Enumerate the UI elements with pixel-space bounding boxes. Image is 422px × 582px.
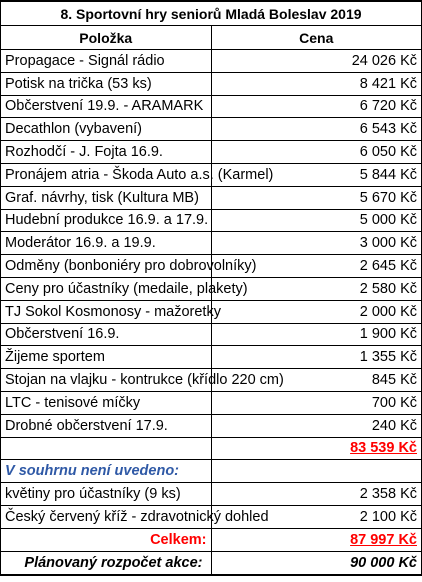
item-price: 1 355 Kč [211, 346, 422, 369]
extra-item-price: 2 358 Kč [211, 483, 422, 506]
item-price: 6 543 Kč [211, 118, 422, 141]
budget-value: 90 000 Kč [211, 551, 422, 575]
item-price: 6 050 Kč [211, 141, 422, 164]
budget-label: Plánovaný rozpočet akce: [1, 551, 212, 575]
item-price: 2 000 Kč [211, 300, 422, 323]
extra-item-name: květiny pro účastníky (9 ks) [1, 483, 212, 506]
item-name: Propagace - Signál rádio [1, 50, 212, 73]
item-name: TJ Sokol Kosmonosy - mažoretky [1, 300, 212, 323]
note-empty-cell [211, 460, 422, 483]
item-name: Moderátor 16.9. a 19.9. [1, 232, 212, 255]
subtotal-value: 83 539 Kč [211, 437, 422, 460]
item-name: Decathlon (vybavení) [1, 118, 212, 141]
item-name: Stojan na vlajku - kontrukce (křídlo 220 cm) [1, 369, 212, 392]
table-row [1, 186, 422, 209]
column-header-price: Cena [211, 26, 422, 50]
header-row [1, 26, 422, 50]
item-price: 8 421 Kč [211, 72, 422, 95]
item-price: 5 670 Kč [211, 186, 422, 209]
item-price: 2 580 Kč [211, 277, 422, 300]
item-price: 5 844 Kč [211, 163, 422, 186]
table-row [1, 300, 422, 323]
table-row [1, 72, 422, 95]
item-name: Pronájem atria - Škoda Auto a.s. (Karmel) [1, 163, 212, 186]
note-row [1, 460, 422, 483]
table-row [1, 369, 422, 392]
item-name: Hudební produkce 16.9. a 17.9. [1, 209, 212, 232]
column-header-item: Položka [1, 26, 212, 50]
item-price: 2 645 Kč [211, 255, 422, 278]
budget-row [1, 551, 422, 575]
title-row [1, 1, 422, 26]
table-row [1, 141, 422, 164]
table-row [1, 391, 422, 414]
subtotal-label-cell [1, 437, 212, 460]
item-price: 1 900 Kč [211, 323, 422, 346]
table-row [1, 323, 422, 346]
extra-item-price: 2 100 Kč [211, 505, 422, 528]
table-row [1, 50, 422, 73]
table-row [1, 163, 422, 186]
item-name: Rozhodčí - J. Fojta 16.9. [1, 141, 212, 164]
item-price: 700 Kč [211, 391, 422, 414]
table-title: 8. Sportovní hry seniorů Mladá Boleslav 2019 [1, 1, 422, 26]
table-row [1, 277, 422, 300]
item-price: 3 000 Kč [211, 232, 422, 255]
item-name: Potisk na trička (53 ks) [1, 72, 212, 95]
subtotal-row [1, 437, 422, 460]
table-row [1, 209, 422, 232]
table-row [1, 414, 422, 437]
total-value: 87 997 Kč [211, 528, 422, 551]
table-row [1, 255, 422, 278]
item-name: Občerstvení 19.9. - ARAMARK [1, 95, 212, 118]
item-name: Drobné občerstvení 17.9. [1, 414, 212, 437]
table-row [1, 505, 422, 528]
table-row [1, 346, 422, 369]
item-price: 24 026 Kč [211, 50, 422, 73]
total-label: Celkem: [1, 528, 212, 551]
item-price: 6 720 Kč [211, 95, 422, 118]
table-row [1, 232, 422, 255]
item-name: Občerstvení 16.9. [1, 323, 212, 346]
item-name: Graf. návrhy, tisk (Kultura MB) [1, 186, 212, 209]
item-price: 240 Kč [211, 414, 422, 437]
item-price: 5 000 Kč [211, 209, 422, 232]
not-included-note: V souhrnu není uvedeno: [1, 460, 212, 483]
item-price: 845 Kč [211, 369, 422, 392]
item-name: LTC - tenisové míčky [1, 391, 212, 414]
total-row [1, 528, 422, 551]
table-row [1, 118, 422, 141]
item-name: Žijeme sportem [1, 346, 212, 369]
item-name: Odměny (bonboniéry pro dobrovolníky) [1, 255, 212, 278]
table-row [1, 483, 422, 506]
table-row [1, 95, 422, 118]
item-name: Ceny pro účastníky (medaile, plakety) [1, 277, 212, 300]
extra-item-name: Český červený kříž - zdravotnický dohled [1, 505, 212, 528]
